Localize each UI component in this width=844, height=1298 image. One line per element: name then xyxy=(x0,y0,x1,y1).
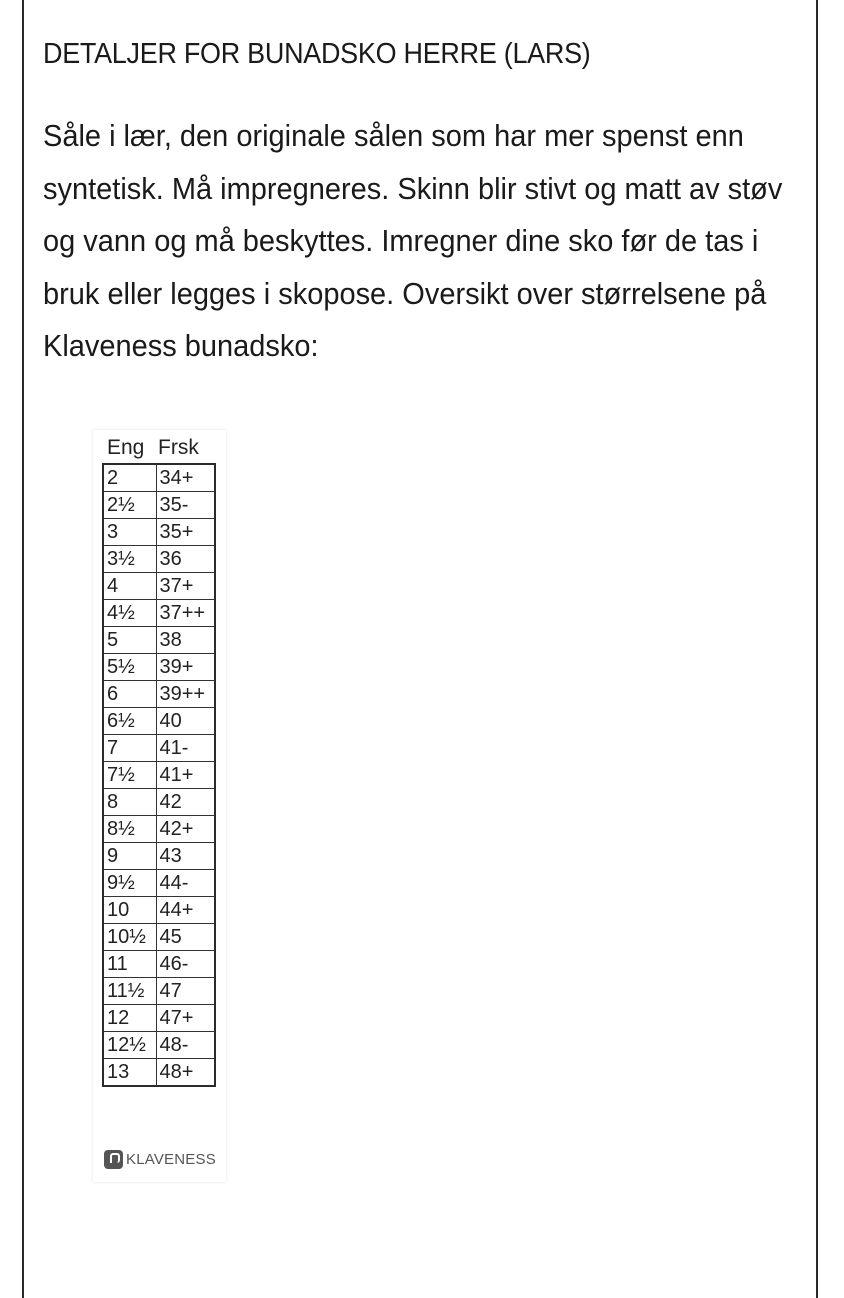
table-row xyxy=(103,1059,215,1087)
frsk-size-cell: 36 xyxy=(156,546,215,573)
eng-size-cell: 4½ xyxy=(103,600,156,627)
eng-size-cell: 4 xyxy=(103,573,156,600)
table-row xyxy=(103,573,215,600)
table-row xyxy=(103,1005,215,1032)
frsk-size-cell: 37++ xyxy=(156,600,215,627)
table-row xyxy=(103,546,215,573)
eng-size-cell: 13 xyxy=(103,1059,156,1087)
table-row xyxy=(103,897,215,924)
table-row xyxy=(103,816,215,843)
eng-size-cell: 7 xyxy=(103,735,156,762)
frsk-size-cell: 35- xyxy=(156,492,215,519)
frsk-size-cell: 42 xyxy=(156,789,215,816)
table-row xyxy=(103,464,215,492)
eng-size-cell: 7½ xyxy=(103,762,156,789)
eng-size-cell: 10½ xyxy=(103,924,156,951)
table-row xyxy=(103,870,215,897)
eng-size-cell: 12 xyxy=(103,1005,156,1032)
frsk-size-cell: 41- xyxy=(156,735,215,762)
eng-size-cell: 5 xyxy=(103,627,156,654)
size-conversion-table xyxy=(102,463,216,1087)
frsk-size-cell: 39++ xyxy=(156,681,215,708)
frsk-size-cell: 41+ xyxy=(156,762,215,789)
table-row xyxy=(103,708,215,735)
eng-size-cell: 9 xyxy=(103,843,156,870)
eng-size-cell: 3 xyxy=(103,519,156,546)
table-row xyxy=(103,789,215,816)
brand-mark xyxy=(104,1150,216,1169)
frsk-size-cell: 45 xyxy=(156,924,215,951)
eng-size-cell: 6 xyxy=(103,681,156,708)
size-chart-image xyxy=(93,430,226,1182)
eng-size-cell: 6½ xyxy=(103,708,156,735)
klaveness-logo-icon xyxy=(104,1150,123,1169)
eng-size-cell: 11 xyxy=(103,951,156,978)
frsk-size-cell: 48+ xyxy=(156,1059,215,1087)
table-row xyxy=(103,978,215,1005)
frsk-size-cell: 37+ xyxy=(156,573,215,600)
table-row xyxy=(103,843,215,870)
header-frsk: Frsk xyxy=(158,436,199,459)
table-row xyxy=(103,924,215,951)
header-eng: Eng xyxy=(107,436,145,459)
eng-size-cell: 3½ xyxy=(103,546,156,573)
table-row xyxy=(103,735,215,762)
frsk-size-cell: 47+ xyxy=(156,1005,215,1032)
eng-size-cell: 10 xyxy=(103,897,156,924)
eng-size-cell: 2 xyxy=(103,464,156,492)
table-row xyxy=(103,681,215,708)
frsk-size-cell: 34+ xyxy=(156,464,215,492)
product-details-title: DETALJER FOR BUNADSKO HERRE (LARS) xyxy=(43,38,591,70)
eng-size-cell: 12½ xyxy=(103,1032,156,1059)
frsk-size-cell: 44- xyxy=(156,870,215,897)
eng-size-cell: 8 xyxy=(103,789,156,816)
table-row xyxy=(103,519,215,546)
frsk-size-cell: 43 xyxy=(156,843,215,870)
brand-name: KLAVENESS xyxy=(126,1151,216,1168)
eng-size-cell: 2½ xyxy=(103,492,156,519)
frsk-size-cell: 39+ xyxy=(156,654,215,681)
table-row xyxy=(103,600,215,627)
table-row xyxy=(103,951,215,978)
eng-size-cell: 8½ xyxy=(103,816,156,843)
table-row xyxy=(103,492,215,519)
frsk-size-cell: 46- xyxy=(156,951,215,978)
frsk-size-cell: 35+ xyxy=(156,519,215,546)
table-row xyxy=(103,762,215,789)
eng-size-cell: 11½ xyxy=(103,978,156,1005)
table-row xyxy=(103,654,215,681)
eng-size-cell: 5½ xyxy=(103,654,156,681)
frsk-size-cell: 38 xyxy=(156,627,215,654)
product-description: Såle i lær, den originale sålen som har mer spenst enn syntetisk. Må impregneres. Skinn blir stivt og matt av støv og vann og må beskyttes. Imregner dine sko før de tas i bruk eller legges i skopose. Oversikt over størrelsene på Klaveness bunadsko: xyxy=(43,118,783,363)
frsk-size-cell: 44+ xyxy=(156,897,215,924)
table-row xyxy=(103,627,215,654)
frsk-size-cell: 42+ xyxy=(156,816,215,843)
frsk-size-cell: 47 xyxy=(156,978,215,1005)
eng-size-cell: 9½ xyxy=(103,870,156,897)
frsk-size-cell: 48- xyxy=(156,1032,215,1059)
size-chart-header xyxy=(107,436,199,460)
table-row xyxy=(103,1032,215,1059)
frsk-size-cell: 40 xyxy=(156,708,215,735)
